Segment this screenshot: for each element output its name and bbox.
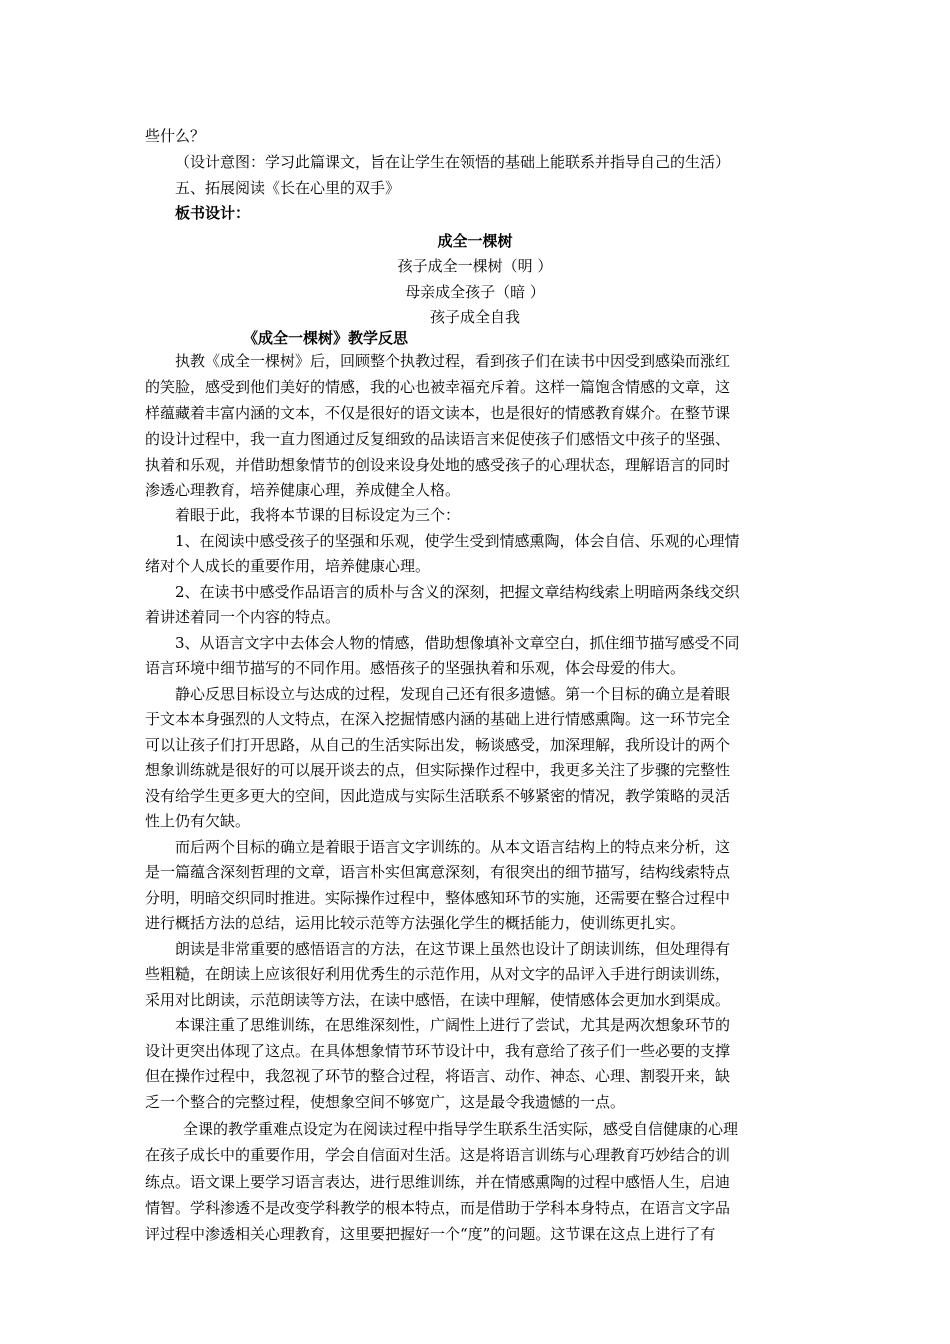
paragraph-line: 静心反思目标设立与达成的过程，发现自己还有很多遗憾。第一个目标的确立是着眼 xyxy=(175,685,731,703)
paragraph-line: 执教《成全一棵树》后，回顾整个执教过程，看到孩子们在读书中因受到感染而涨红 xyxy=(175,352,731,370)
paragraph-line: 2、在读书中感受作品语言的质朴与含义的深刻，把握文章结构线索上明暗两条线交织 xyxy=(175,583,740,601)
section-heading: 五、拓展阅读《长在心里的双手》 xyxy=(175,179,401,197)
text-line: 些什么？ xyxy=(145,127,206,145)
paragraph-line: 情智。学科渗透不是改变学科教学的根本特点，而是借助于学科本身特点，在语言文字品 xyxy=(145,1199,731,1217)
reflection-title: 《成全一棵树》教学反思 xyxy=(243,329,409,347)
paragraph-line: 着讲述着同一个内容的特点。 xyxy=(145,608,341,626)
paragraph-line: 的笑脸，感受到他们美好的情感，我的心也被幸福充斥着。这样一篇饱含情感的文章，这 xyxy=(145,378,731,396)
board-line: 孩子成全一棵树（明 ） xyxy=(397,257,553,275)
paragraph-line: 想象训练就是很好的可以展开谈去的点，但实际操作过程中，我更多关注了步骤的完整性 xyxy=(145,761,731,779)
board-line: 孩子成全自我 xyxy=(429,308,520,326)
paragraph-line: 分明，明暗交织同时推进。实际操作过程中，整体感知环节的实施，还需要在整合过程中 xyxy=(145,889,731,907)
paragraph-line: 设计更突出体现了这点。在具体想象情节环节设计中，我有意给了孩子们一些必要的支撑 xyxy=(145,1042,731,1060)
paragraph-line: 的设计过程中，我一直力图通过反复细致的品读语言来促使孩子们感悟文中孩子的坚强、 xyxy=(145,430,731,448)
paragraph-line: 本课注重了思维训练，在思维深刻性，广阔性上进行了尝试，尤其是两次想象环节的 xyxy=(175,1016,731,1034)
paragraph-line: 性上仍有欠缺。 xyxy=(145,812,251,830)
paragraph-line: 1、在阅读中感受孩子的坚强和乐观，使学生受到情感熏陶，体会自信、乐观的心理情 xyxy=(175,532,740,550)
paragraph-line: 进行概括方法的总结，运用比较示范等方法强化学生的概括能力，使训练更扎实。 xyxy=(145,914,686,932)
paragraph-line: 练点。语文课上要学习语言表达，进行思维训练，并在情感熏陶的过程中感悟人生，启迪 xyxy=(145,1173,731,1191)
paragraph-line: 样蕴藏着丰富内涵的文本，不仅是很好的语文读本，也是很好的情感教育媒介。在整节课 xyxy=(145,404,731,422)
paragraph-line: 而后两个目标的确立是着眼于语言文字训练的。从本文语言结构上的特点来分析，这 xyxy=(175,838,731,856)
paragraph-line: 3、从语言文字中去体会人物的情感，借助想像填补文章空白，抓住细节描写感受不同 xyxy=(175,634,740,652)
paragraph-line: 采用对比朗读，示范朗读等方法，在读中感悟，在读中理解，使情感体会更加水到渠成。 xyxy=(145,991,731,1009)
paragraph-line: 是一篇蕴含深刻哲理的文章，语言朴实但寓意深刻，有很突出的细节描写，结构线索特点 xyxy=(145,863,731,881)
paragraph-line: 朗读是非常重要的感悟语言的方法，在这节课上虽然也设计了朗读训练，但处理得有 xyxy=(175,940,731,958)
paragraph-line: 着眼于此，我将本节课的目标设定为三个： xyxy=(175,506,461,524)
paragraph-line: 绪对个人成长的重要作用，培养健康心理。 xyxy=(145,557,431,575)
paragraph-line: 乏一个整合的完整过程，使想象空间不够宽广，这是最令我遗憾的一点。 xyxy=(145,1093,626,1111)
paragraph-line: 在孩子成长中的重要作用，学会自信面对生活。这是将语言训练与心理教育巧妙结合的训 xyxy=(145,1146,731,1164)
paragraph-line: 评过程中渗透相关心理教育，这里要把握好一个“度”的问题。这节课在这点上进行了有 xyxy=(145,1225,716,1243)
paragraph-line: 可以让孩子们打开思路，从自己的生活实际出发，畅谈感受，加深理解，我所设计的两个 xyxy=(145,736,731,754)
paragraph-line: 但在操作过程中，我忽视了环节的整合过程，将语言、动作、神态、心理、割裂开来，缺 xyxy=(145,1067,731,1085)
paragraph-line: 渗透心理教育，培养健康心理，养成健全人格。 xyxy=(145,481,461,499)
paragraph-line: 没有给学生更多更大的空间，因此造成与实际生活联系不够紧密的情况，教学策略的灵活 xyxy=(145,787,731,805)
board-line: 母亲成全孩子（暗 ） xyxy=(405,283,545,301)
board-title: 成全一棵树 xyxy=(437,232,513,250)
paragraph-line: 于文本本身强烈的人文特点，在深入挖掘情感内涵的基础上进行情感熏陶。这一环节完全 xyxy=(145,710,731,728)
paragraph-line: 全课的教学重难点设定为在阅读过程中指导学生联系生活实际，感受自信健康的心理 xyxy=(183,1120,739,1138)
paragraph-line: 执着和乐观，并借助想象情节的创设来设身处地的感受孩子的心理状态，理解语言的同时 xyxy=(145,456,731,474)
paragraph-line: 语言环境中细节描写的不同作用。感悟孩子的坚强执着和乐观，体会母爱的伟大。 xyxy=(145,659,686,677)
paragraph-line: 些粗糙，在朗读上应该很好利用优秀生的示范作用，从对文字的品评入手进行朗读训练， xyxy=(145,965,731,983)
design-intent-note: （设计意图：学习此篇课文，旨在让学生在领悟的基础上能联系并指导自己的生活） xyxy=(175,153,731,171)
board-design-label: 板书设计： xyxy=(175,204,251,222)
